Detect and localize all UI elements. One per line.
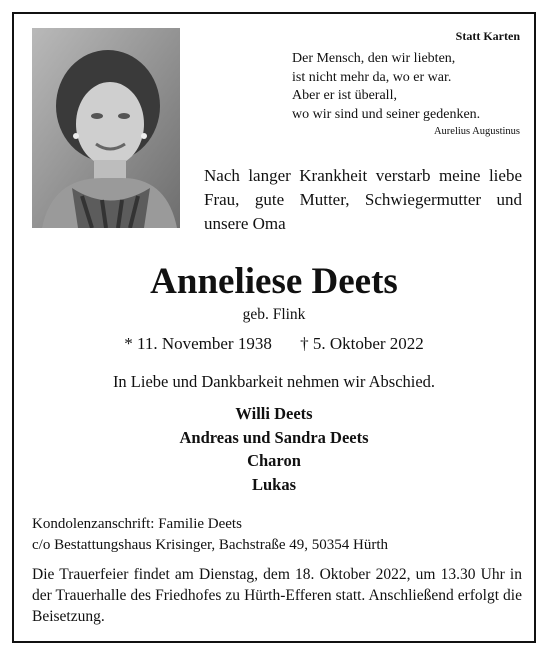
life-dates bbox=[14, 334, 534, 354]
deceased-name: Anneliese Deets bbox=[150, 261, 398, 302]
family-member: Lukas bbox=[251, 474, 297, 494]
poem bbox=[292, 50, 520, 124]
portrait-photo-image bbox=[32, 28, 180, 228]
condolence-line: Kondolenzanschrift: Familie Deets bbox=[32, 516, 242, 532]
funeral-info: Die Trauerfeier findet am Dienstag, dem 18. Oktober 2022, um 13.30 Uhr in der Trauerhalle des Friedhofes zu Hürth-Efferen statt. Anschließend erfolgt die Beisetzung. bbox=[32, 566, 522, 625]
poem-author: Aurelius Augustinus bbox=[433, 126, 520, 137]
birth-date: * 11. November 1938 bbox=[124, 334, 272, 353]
obituary-notice bbox=[12, 12, 536, 643]
intro-text: Nach langer Krankheit verstarb meine liebe Frau, gute Mutter, Schwiegermutter und unsere Oma bbox=[204, 166, 522, 233]
family-member: Andreas und Sandra Deets bbox=[179, 427, 369, 447]
statt-karten-label: Statt Karten bbox=[455, 29, 520, 43]
poem-line: ist nicht mehr da, wo er war. bbox=[292, 69, 452, 85]
farewell-text: In Liebe und Dankbarkeit nehmen wir Abschied. bbox=[112, 372, 436, 391]
birth-name: geb. Flink bbox=[242, 306, 306, 323]
poem-line: Aber er ist überall, bbox=[292, 88, 397, 103]
death-date: † 5. Oktober 2022 bbox=[300, 334, 424, 353]
condolence-line: c/o Bestattungshaus Krisinger, Bachstraße 49, 50354 Hürth bbox=[32, 537, 389, 553]
portrait-photo bbox=[32, 28, 180, 228]
poem-line: Der Mensch, den wir liebten, bbox=[292, 51, 456, 66]
condolence-address bbox=[32, 514, 388, 556]
family-member: Charon bbox=[247, 451, 301, 470]
poem-line: wo wir sind und seiner gedenken. bbox=[292, 106, 481, 122]
family-list bbox=[14, 402, 534, 496]
header-quote-block bbox=[274, 28, 520, 137]
family-member: Willi Deets bbox=[235, 404, 313, 423]
